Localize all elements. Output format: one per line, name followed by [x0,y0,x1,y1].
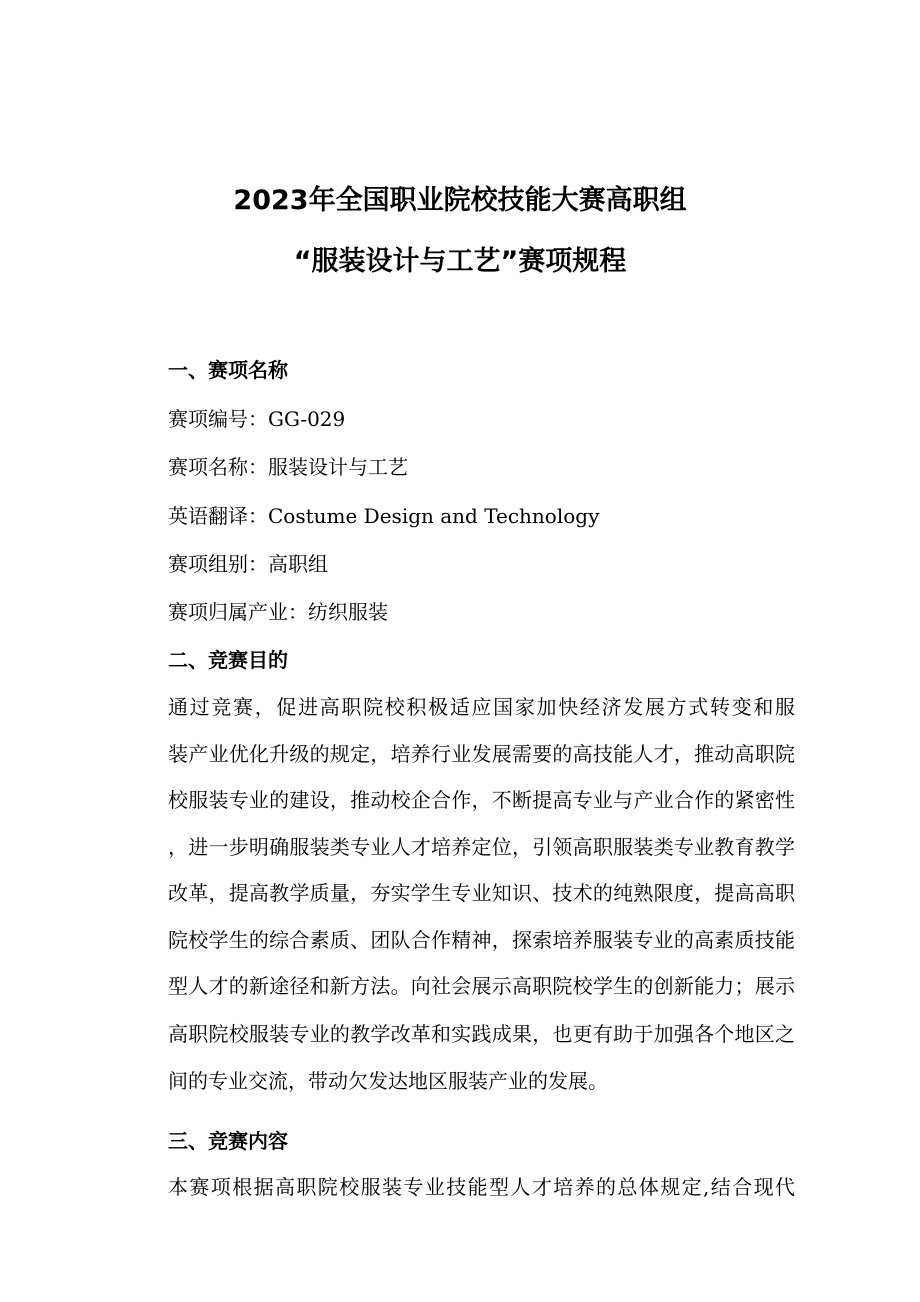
info-item-group: 赛项组别：高职组 [168,552,328,576]
paragraph-line: 改革，提高教学质量，夯实学生专业知识、技术的纯熟限度，提高高职 [168,881,795,905]
paragraph-line: 校服装专业的建设，推动校企合作，不断提高专业与产业合作的紧密性 [168,788,795,812]
document-title-line1: 2023年全国职业院校技能大赛高职组 [233,185,687,216]
section3-heading: 三、竞赛内容 [168,1129,288,1153]
paragraph-line: ，进一步明确服装类专业人才培养定位，引领高职服装类专业教育教学 [168,835,795,859]
info-item-industry: 赛项归属产业：纺织服装 [168,600,388,624]
paragraph-line: 间的专业交流，带动欠发达地区服装产业的发展。 [168,1069,608,1093]
paragraph-line: 型人才的新途径和新方法。向社会展示高职院校学生的创新能力；展示 [168,974,795,998]
section1-heading: 一、赛项名称 [168,358,288,382]
info-item-name: 赛项名称：服装设计与工艺 [168,455,408,479]
paragraph-line: 装产业优化升级的规定，培养行业发展需要的高技能人才，推动高职院 [168,742,795,766]
paragraph-line: 高职院校服装专业的教学改革和实践成果，也更有助于加强各个地区之 [168,1022,795,1046]
document-title-line2: “服装设计与工艺”赛项规程 [293,246,627,277]
section2-heading: 二、竞赛目的 [168,648,288,672]
info-item-english: 英语翻译：Costume Design and Technology [168,504,600,528]
paragraph-line: 院校学生的综合素质、团队合作精神，探索培养服装专业的高素质技能 [168,928,795,952]
info-item-code: 赛项编号：GG-029 [168,407,346,431]
paragraph-line: 本赛项根据高职院校服装专业技能型人才培养的总体规定,结合现代 [168,1175,795,1199]
paragraph-line: 通过竞赛，促进高职院校积极适应国家加快经济发展方式转变和服 [168,695,795,719]
